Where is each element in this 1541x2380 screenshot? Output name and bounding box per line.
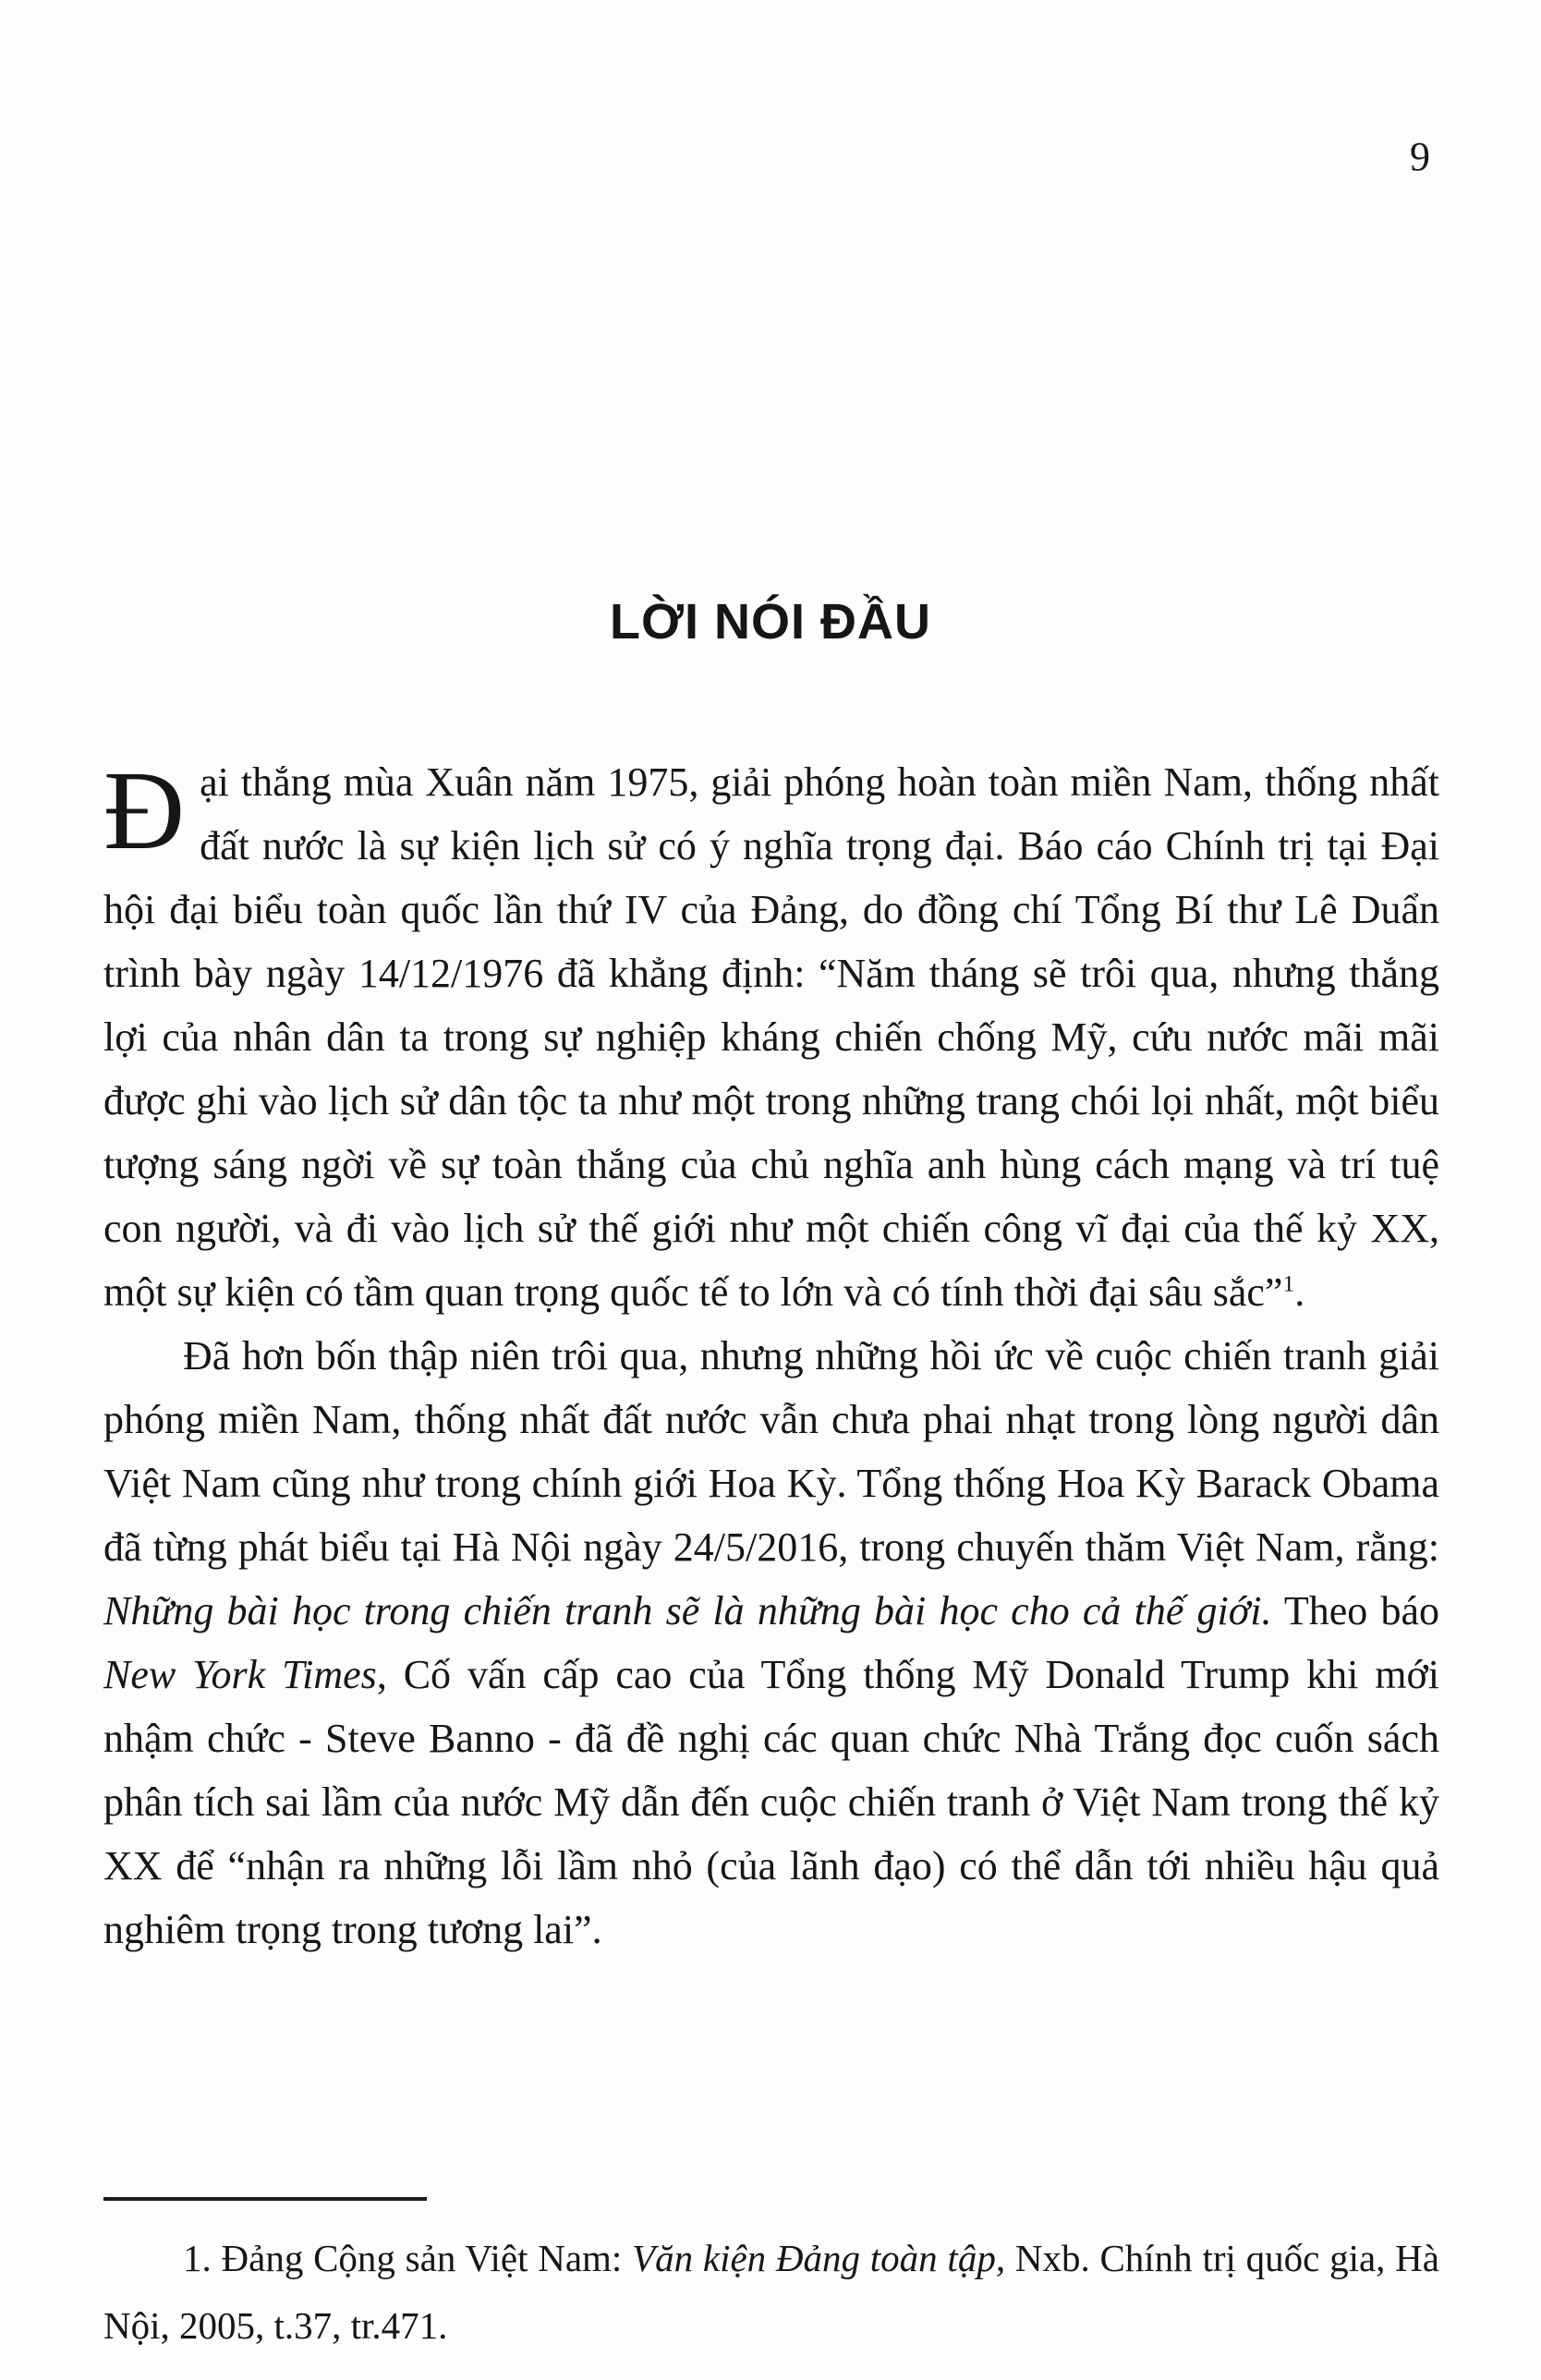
page-number: 9 — [1410, 134, 1430, 179]
body-text — [103, 750, 1439, 1961]
paragraph-1-text: ại thắng mùa Xuân năm 1975, giải phóng hoàn toàn miền Nam, thống nhất đất nước là sự kiện lịch sử có ý nghĩa trọng đại. Báo cáo Chính trị tại Đại hội đại biểu toàn quốc lần thứ IV của Đảng, do đồng chí Tổng Bí thư Lê Duẩn trình bày ngày 14/12/1976 đã khẳng định: “Năm tháng sẽ trôi qua, nhưng thắng lợi của nhân dân ta trong sự nghiệp kháng chiến chống Mỹ, cứu nước mãi mãi được ghi vào lịch sử dân tộc ta như một trong những trang chói lọi nhất, một biểu tượng sáng ngời về sự toàn thắng của chủ nghĩa anh hùng cách mạng và trí tuệ con người, và đi vào lịch sử thế giới như một chiến công vĩ đại của thế kỷ XX, một sự kiện có tầm quan trọng quốc tế to lớn và có tính thời đại sâu sắc”$^1$. — [103, 759, 1439, 1315]
chapter-title: LỜI NÓI ĐẦU — [609, 594, 932, 650]
paragraph-1 — [103, 750, 1439, 1324]
footnote-separator — [103, 2197, 427, 2201]
footnote: 1. Đảng Cộng sản Việt Nam: Văn kiện Đảng toàn tập, Nxb. Chính trị quốc gia, Hà Nội, 2005, t.37, tr.471. — [103, 2237, 1439, 2347]
dropcap: Đ — [103, 748, 186, 873]
paragraph-2: Đã hơn bốn thập niên trôi qua, nhưng những hồi ức về cuộc chiến tranh giải phóng miền Nam, thống nhất đất nước vẫn chưa phai nhạt trong lòng người dân Việt Nam cũng như trong chính giới Hoa Kỳ. Tổng thống Hoa Kỳ Barack Obama đã từng phát biểu tại Hà Nội ngày 24/5/2016, trong chuyến thăm Việt Nam, rằng: Những bài học trong chiến tranh sẽ là những bài học cho cả thế giới. Theo báo New York Times, Cố vấn cấp cao của Tổng thống Mỹ Donald Trump khi mới nhậm chức - Steve Banno - đã đề nghị các quan chức Nhà Trắng đọc cuốn sách phân tích sai lầm của nước Mỹ dẫn đến cuộc chiến tranh ở Việt Nam trong thế kỷ XX để “nhận ra những lỗi lầm nhỏ (của lãnh đạo) có thể dẫn tới nhiều hậu quả nghiêm trọng trong tương lai”. — [103, 1333, 1440, 1952]
